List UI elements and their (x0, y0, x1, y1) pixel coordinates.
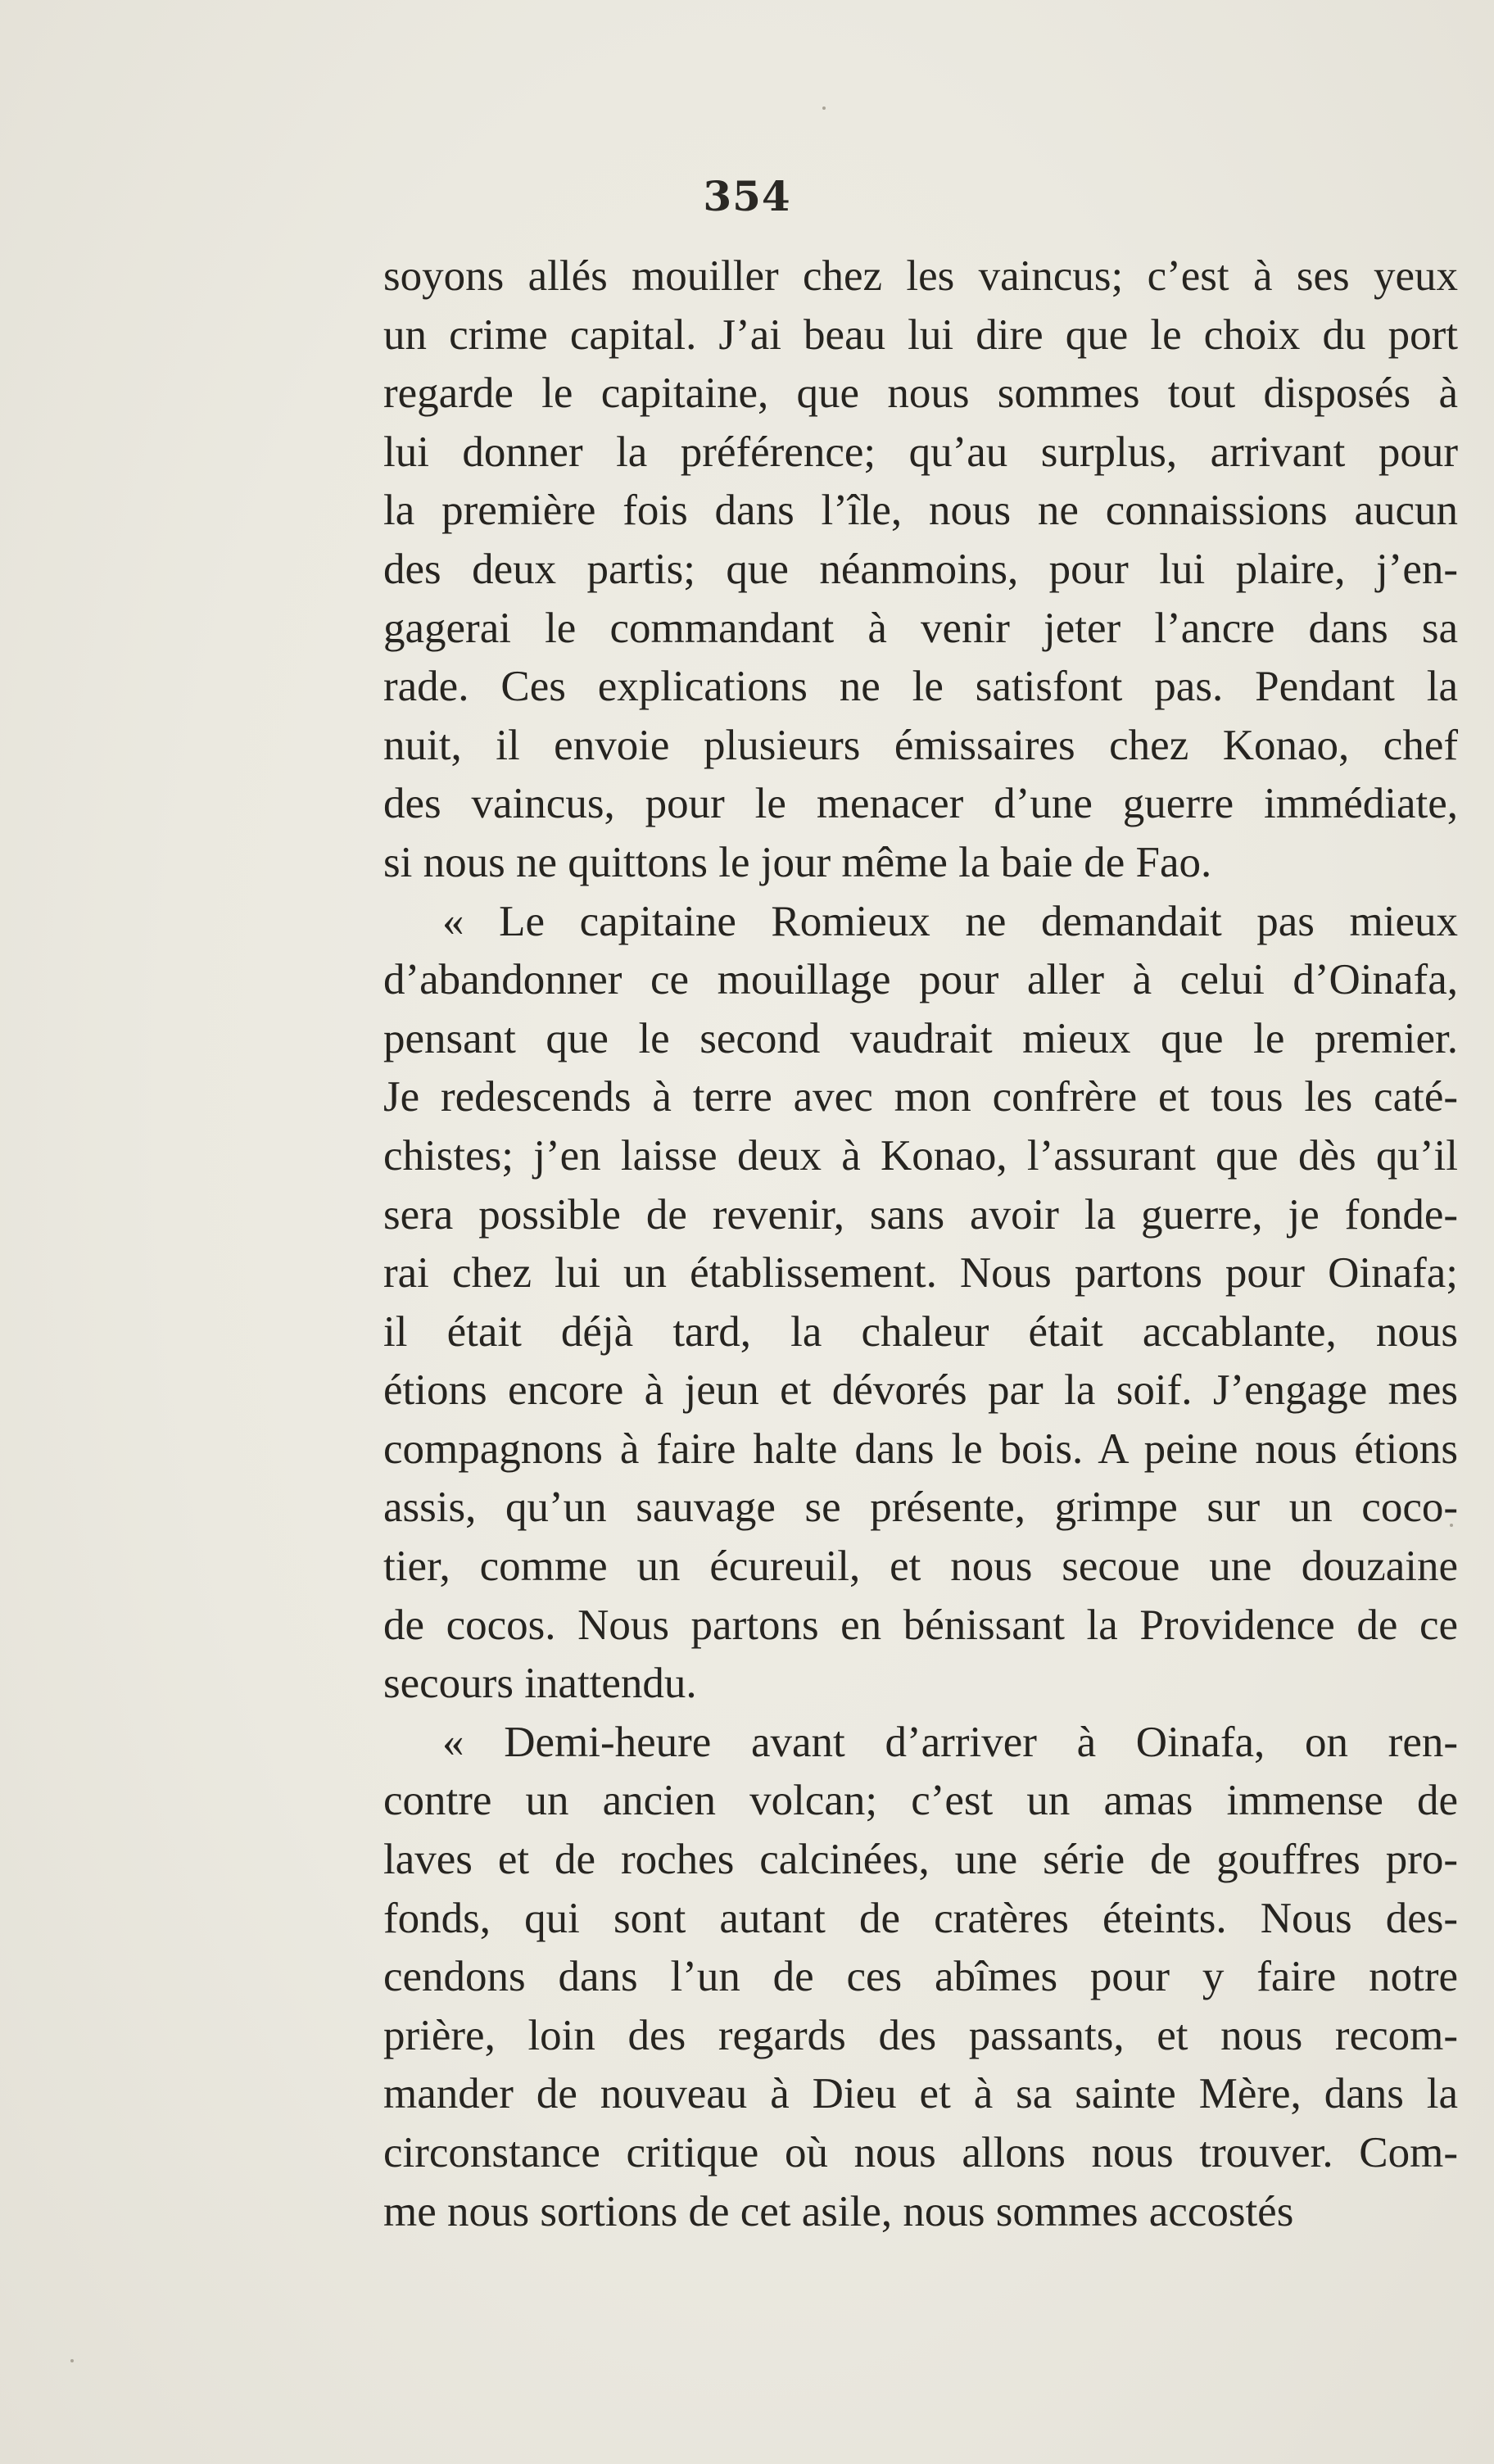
text-line: assis, qu’un sauvage se présente, grimpe sur un coco- (383, 1483, 1458, 1532)
text-line: de cocos. Nous partons en bénissant la Providence de ce (383, 1601, 1458, 1649)
text-line: regarde le capitaine, que nous sommes tout disposés à (383, 369, 1458, 418)
text-line: des vaincus, pour le menacer d’une guerre immédiate, (383, 780, 1458, 828)
text-line: fonds, qui sont autant de cratères éteints. Nous des- (383, 1894, 1458, 1942)
body-text (383, 247, 1458, 2241)
text-line: tier, comme un écureuil, et nous secoue une douzaine (383, 1542, 1458, 1591)
text-line: si nous ne quittons le jour même la baie de Fao. (383, 838, 1212, 886)
text-line: des deux partis; que néanmoins, pour lui plaire, j’en- (383, 545, 1458, 593)
text-line: Je redescends à terre avec mon confrère et tous les caté- (383, 1073, 1458, 1121)
text-line: nuit, il envoie plusieurs émissaires chez Konao, chef (383, 721, 1458, 769)
text-line: « Le capitaine Romieux ne demandait pas mieux (442, 897, 1458, 945)
paper-speck (70, 2359, 74, 2362)
text-line: gagerai le commandant à venir jeter l’ancre dans sa (383, 604, 1458, 652)
paper-speck (822, 106, 826, 110)
text-line: « Demi-heure avant d’arriver à Oinafa, on ren- (442, 1718, 1458, 1766)
text-line: pensant que le second vaudrait mieux que le premier. (383, 1014, 1458, 1062)
text-line: un crime capital. J’ai beau lui dire que le choix du port (383, 310, 1458, 359)
text-line: rade. Ces explications ne le satisfont pas. Pendant la (383, 663, 1458, 711)
text-line: d’abandonner ce mouillage pour aller à celui d’Oinafa, (383, 956, 1458, 1004)
text-line: mander de nouveau à Dieu et à sa sainte Mère, dans la (383, 2070, 1458, 2118)
text-line: me nous sortions de cet asile, nous sommes accostés (383, 2187, 1294, 2235)
text-line: circonstance critique où nous allons nous trouver. Com- (383, 2129, 1458, 2176)
text-line: prière, loin des regards des passants, et nous recom- (383, 2011, 1458, 2059)
text-line: laves et de roches calcinées, une série de gouffres pro- (383, 1836, 1458, 1884)
text-line: secours inattendu. (383, 1660, 697, 1708)
text-line: rai chez lui un établissement. Nous partons pour Oinafa; (383, 1249, 1458, 1298)
text-line: cendons dans l’un de ces abîmes pour y faire notre (383, 1953, 1458, 2001)
text-line: chistes; j’en laisse deux à Konao, l’assurant que dès qu’il (383, 1131, 1458, 1180)
text-line: la première fois dans l’île, nous ne connaissions aucun (383, 487, 1458, 535)
text-line: lui donner la préférence; qu’au surplus, arrivant pour (383, 428, 1458, 476)
text-line: compagnons à faire halte dans le bois. A peine nous étions (383, 1424, 1458, 1473)
text-line: soyons allés mouiller chez les vaincus; c’est à ses yeux (383, 252, 1458, 300)
text-line: étions encore à jeun et dévorés par la soif. J’engage mes (383, 1366, 1458, 1415)
text-line: il était déjà tard, la chaleur était accablante, nous (383, 1307, 1458, 1356)
page-number: 354 (703, 172, 791, 220)
text-line: sera possible de revenir, sans avoir la guerre, je fonde- (383, 1190, 1458, 1239)
text-line: contre un ancien volcan; c’est un amas immense de (383, 1777, 1458, 1825)
